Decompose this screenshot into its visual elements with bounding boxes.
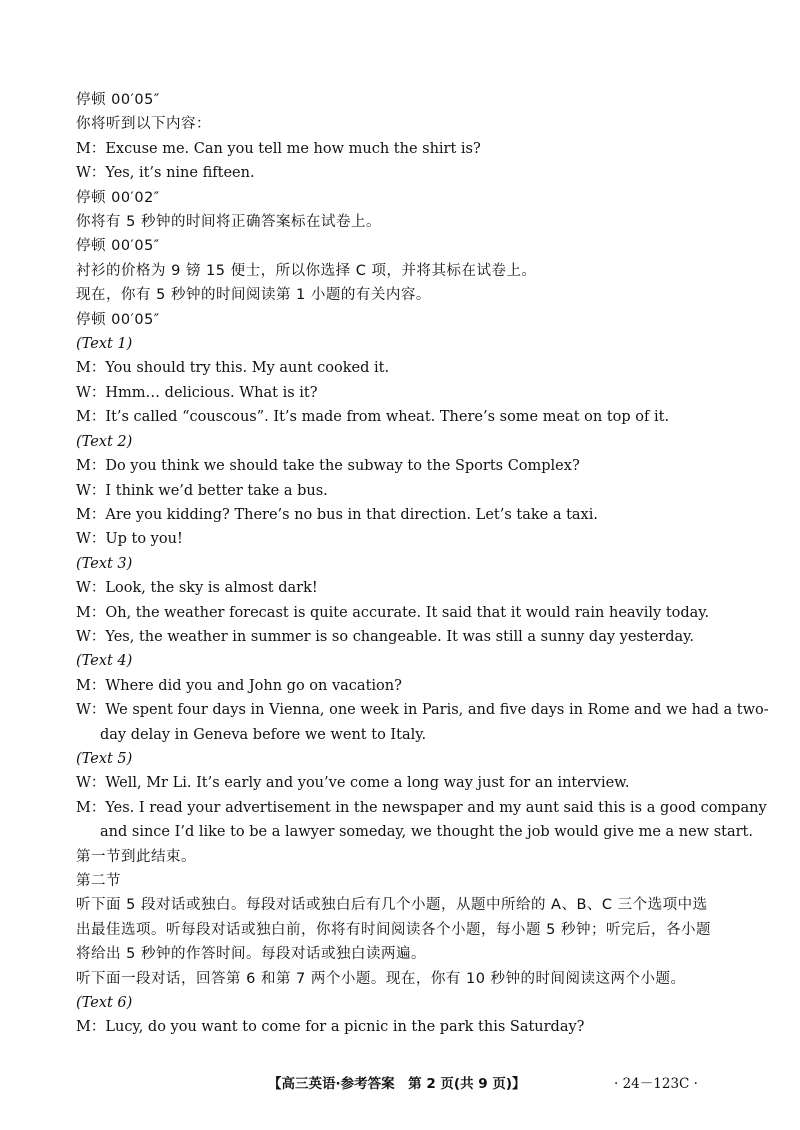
dialogue-line: W：Hmm… delicious. What is it? xyxy=(76,384,318,401)
dialogue-line: M：Oh, the weather forecast is quite accurate. It said that it would rain heavily today. xyxy=(76,604,710,621)
page-footer xyxy=(0,1072,800,1096)
text-label: (Text 6) xyxy=(76,995,133,1012)
dialogue-line: M：Yes. I read your advertisement in the newspaper and my aunt said this is a good company xyxy=(76,799,767,816)
dialogue-line: M：Do you think we should take the subway to the Sports Complex? xyxy=(76,458,580,475)
instruction-line: 听下面一段对话，回答第 6 和第 7 两个小题。现在，你有 10 秒钟的时间阅读这两个小题。 xyxy=(76,970,686,987)
text-label: (Text 5) xyxy=(76,750,133,767)
pause-note: 停顿 00′05″ xyxy=(76,238,160,255)
page-content xyxy=(76,88,769,1040)
dialogue-line: W：We spent four days in Vienna, one week in Paris, and five days in Rome and we had a two- xyxy=(76,702,769,719)
instruction-line: 你将有 5 秒钟的时间将正确答案标在试卷上。 xyxy=(76,214,381,231)
dialogue-line-continuation: day delay in Geneva before we went to Italy. xyxy=(100,726,427,743)
text-label: (Text 1) xyxy=(76,336,133,353)
instruction-line: 你将听到以下内容： xyxy=(76,116,211,133)
section-heading: 第二节 xyxy=(76,873,121,889)
instruction-line: 将给出 5 秒钟的作答时间。每段对话或独白读两遍。 xyxy=(76,946,426,963)
dialogue-line: W：Look, the sky is almost dark! xyxy=(76,580,318,597)
instruction-line: 听下面 5 段对话或独白。每段对话或独白后有几个小题，从题中所给的 A、B、C 三个选项中选 xyxy=(76,897,708,914)
instruction-line: 衬衫的价格为 9 镑 15 便士，所以你选择 C 项，并将其标在试卷上。 xyxy=(76,262,537,279)
dialogue-line: M：You should try this. My aunt cooked it. xyxy=(76,360,390,377)
section-end-note: 第一节到此结束。 xyxy=(76,848,196,865)
dialogue-line: W：Up to you! xyxy=(76,531,183,548)
text-label: (Text 4) xyxy=(76,653,133,670)
dialogue-line: M：It’s called “couscous”. It’s made from wheat. There’s some meat on top of it. xyxy=(76,409,670,426)
instruction-line: 现在，你有 5 秒钟的时间阅读第 1 小题的有关内容。 xyxy=(76,287,431,304)
pause-note: 停顿 00′02″ xyxy=(76,189,160,206)
pause-note: 停顿 00′05″ xyxy=(76,92,160,108)
instruction-line: 出最佳选项。听每段对话或独白前，你将有时间阅读各个小题，每小题 5 秒钟；听完后，各小题 xyxy=(76,921,711,938)
text-label: (Text 2) xyxy=(76,433,133,450)
dialogue-line-continuation: and since I’d like to be a lawyer someday, we thought the job would give me a new start. xyxy=(100,824,753,841)
dialogue-line: W：I think we’d better take a bus. xyxy=(76,482,328,499)
dialogue-line: M：Lucy, do you want to come for a picnic in the park this Saturday? xyxy=(76,1019,585,1036)
text-label: (Text 3) xyxy=(76,555,133,572)
dialogue-line: M：Excuse me. Can you tell me how much the shirt is? xyxy=(76,140,481,157)
dialogue-line: W：Well, Mr Li. It’s early and you’ve come a long way just for an interview. xyxy=(76,775,630,792)
pause-note: 停顿 00′05″ xyxy=(76,311,160,328)
footer-title: 【高三英语·参考答案 第 2 页(共 9 页)】 xyxy=(268,1076,526,1092)
dialogue-line: M：Are you kidding? There’s no bus in that direction. Let’s take a taxi. xyxy=(76,506,598,523)
dialogue-line: W：Yes, it’s nine fifteen. xyxy=(76,165,255,182)
dialogue-line: M：Where did you and John go on vacation? xyxy=(76,677,402,694)
dialogue-line: W：Yes, the weather in summer is so changeable. It was still a sunny day yesterday. xyxy=(76,628,695,645)
footer-code: · 24－123C · xyxy=(614,1076,698,1092)
